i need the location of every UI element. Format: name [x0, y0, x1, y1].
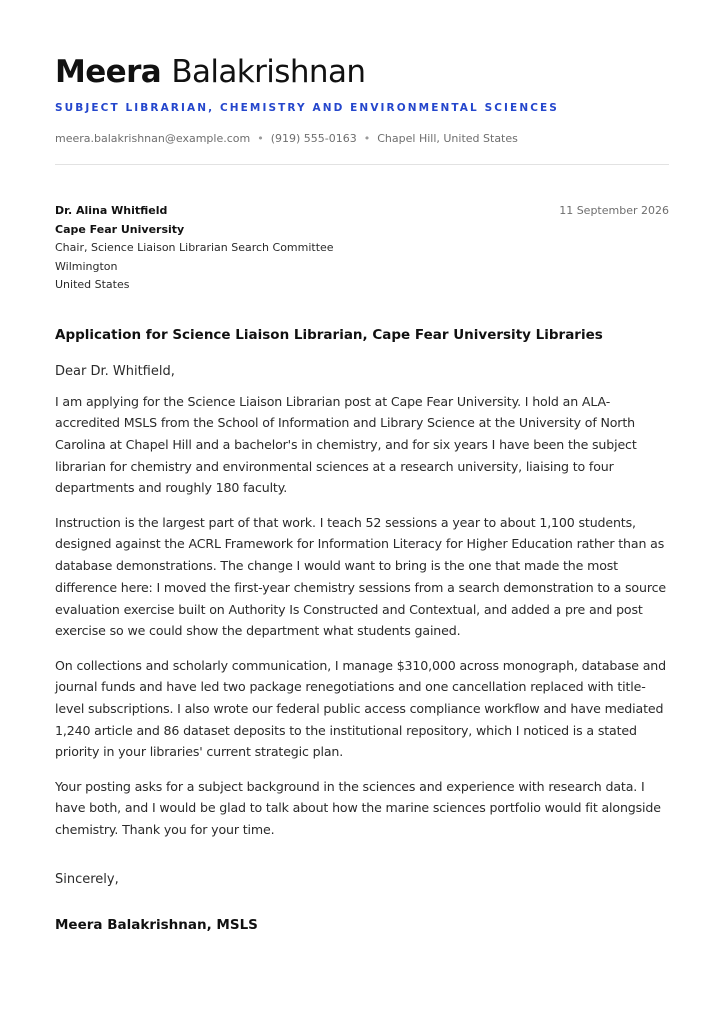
contact-separator: •	[363, 132, 371, 145]
recipient-role: Chair, Science Liaison Librarian Search Committee	[55, 241, 334, 255]
recipient-country: United States	[55, 278, 130, 292]
body-paragraph: Your posting asks for a subject background in the sciences and experience with research data. I have both, and I would be glad to talk about how the marine sciences portfolio would fit alongside chemistry. Thank you for your time.	[55, 778, 661, 838]
recipient-city: Wilmington	[55, 259, 118, 273]
recipient-name: Dr. Alina Whitfield	[55, 204, 168, 217]
contact-location: Chapel Hill, United States	[377, 132, 518, 145]
contact-email: meera.balakrishnan@example.com	[55, 132, 251, 145]
letter-date: 11 September 2026	[559, 204, 669, 217]
applicant-last-name: Balakrishnan	[171, 54, 366, 90]
signature-name: Meera Balakrishnan, MSLS	[55, 916, 258, 933]
applicant-first-name: Meera	[55, 54, 162, 90]
applicant-name	[55, 52, 669, 92]
applicant-title: SUBJECT LIBRARIAN, CHEMISTRY AND ENVIRONMENTAL SCIENCES	[55, 102, 559, 114]
closing: Sincerely,	[55, 871, 119, 887]
body-paragraph: Instruction is the largest part of that work. I teach 52 sessions a year to about 1,100 students, designed against the ACRL Framework for Information Literacy for Higher Education rather than as database demonstrations. The change I would want to bring is the one that made the most difference here: I moved the first-year chemistry sessions from a search demonstration to a source evaluation exercise built on Authority Is Constructed and Contextual, and added a pre and post exercise so we could show the department what students gained.	[55, 514, 666, 639]
salutation: Dear Dr. Whitfield,	[55, 363, 175, 379]
body-paragraph: I am applying for the Science Liaison Librarian post at Cape Fear University. I hold an ALA-accredited MSLS from the School of Information and Library Science at the University of North Carolina at Chapel Hill and a bachelor's in chemistry, and for six years I have been the subject librarian for chemistry and environmental sciences at a research university, liaising to four departments and roughly 180 faculty.	[55, 393, 637, 496]
contact-separator: •	[257, 132, 264, 145]
recipient-organization: Cape Fear University	[55, 222, 185, 236]
header-divider	[55, 164, 669, 165]
body-paragraph: On collections and scholarly communication, I manage $310,000 across monograph, database and journal funds and have led two package renegotiations and one cancellation replaced with title-level subscriptions. I also wrote our federal public access compliance workflow and have mediated 1,240 article and 86 dataset deposits to the institutional repository, which I noticed is a stated priority in your libraries' current strategic plan.	[55, 657, 666, 760]
subject-line: Application for Science Liaison Librarian, Cape Fear University Libraries	[55, 326, 603, 343]
contact-phone: (919) 555-0163	[270, 132, 357, 145]
letter-body	[55, 391, 669, 841]
contact-line	[55, 132, 669, 145]
address-block	[55, 202, 669, 295]
